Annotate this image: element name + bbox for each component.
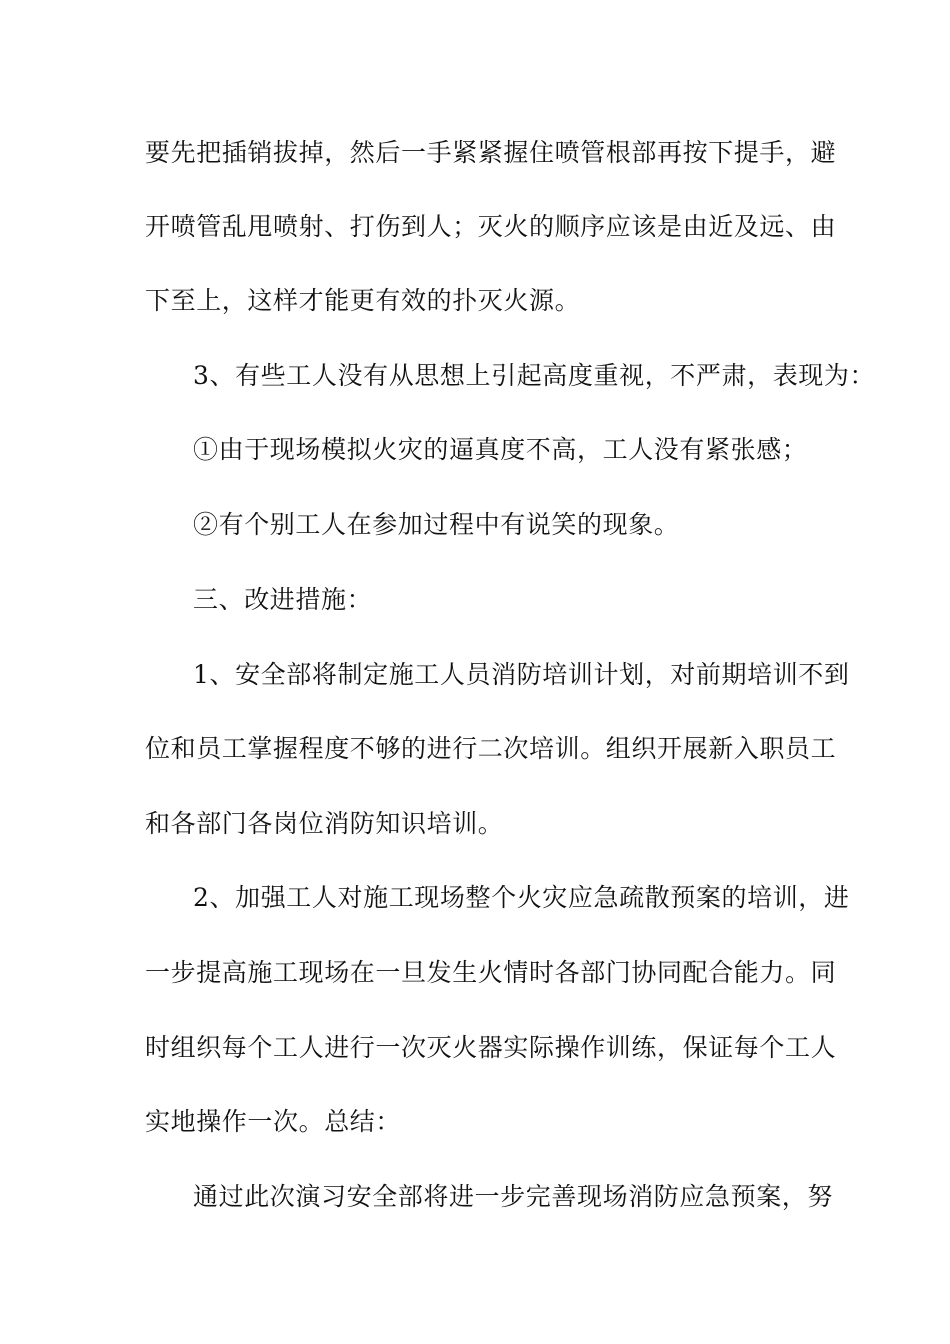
section-heading: 三、改进措施： — [193, 585, 373, 614]
text-line: 通过此次演习安全部将进一步完善现场消防应急预案，努 — [193, 1182, 834, 1211]
text-line: 和各部门各岗位消防知识培训。 — [145, 809, 504, 838]
text-line: 时组织每个工人进行一次灭火器实际操作训练，保证每个工人 — [145, 1033, 837, 1062]
text-line: 3、有些工人没有从思想上引起高度重视，不严肃，表现为： — [193, 361, 876, 390]
text-line: 一步提高施工现场在一旦发生火情时各部门协同配合能力。同 — [145, 958, 837, 987]
text-line: 2、加强工人对施工现场整个火灾应急疏散预案的培训，进 — [193, 883, 850, 912]
text-line: 开喷管乱甩喷射、打伤到人；灭火的顺序应该是由近及远、由 — [145, 212, 837, 241]
text-line: 实地操作一次。总结： — [145, 1107, 402, 1136]
text-line: ②有个别工人在参加过程中有说笑的现象。 — [193, 510, 680, 539]
text-line: 1、安全部将制定施工人员消防培训计划，对前期培训不到 — [193, 660, 850, 689]
text-line: 下至上，这样才能更有效的扑灭火源。 — [145, 286, 581, 315]
text-line: 位和员工掌握程度不够的进行二次培训。组织开展新入职员工 — [145, 734, 837, 763]
text-line: 要先把插销拔掉，然后一手紧紧握住喷管根部再按下提手，避 — [145, 138, 837, 167]
text-line: ①由于现场模拟火灾的逼真度不高，工人没有紧张感； — [193, 435, 808, 464]
